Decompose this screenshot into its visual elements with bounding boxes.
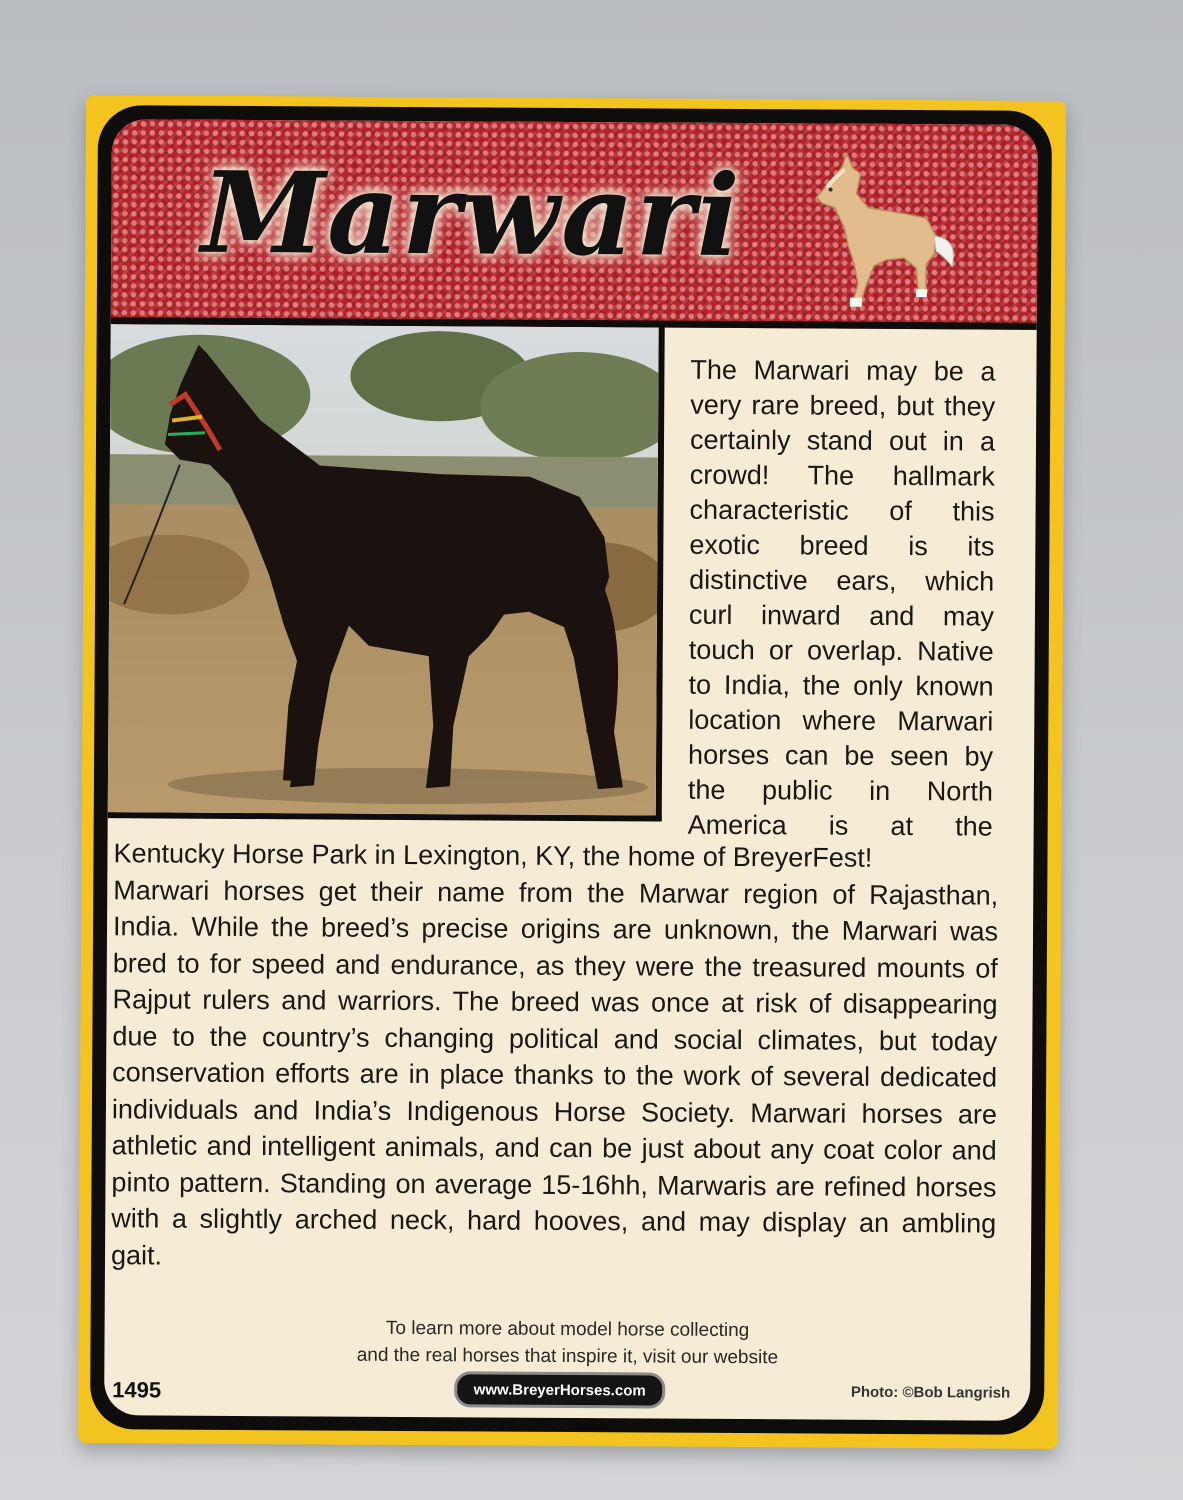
footer-note: [104, 1313, 1030, 1373]
intro-continuation: Kentucky Horse Park in Lexington, KY, the home of BreyerFest!: [113, 838, 873, 873]
breed-description: Marwari horses get their name from the Marwar region of Rajasthan, India. While the breed’s precise origins are unknown, the Marwari was bred to for speed and endurance, as they were the treasured mounts of Rajput rulers and warriors. The breed was once at risk of disappearing due to the country’s changing political and social climates, but today conservation efforts are in place thanks to the work of several dedicated individuals and India’s Indigenous Horse Society. Marwari horses are athletic and intelligent animals, and can be just about any coat color and pinto pattern. Standing on average 15-16hh, Marwaris are refined horses with a slightly arched neck, hard hooves, and may display an ambling gait.: [110, 874, 999, 1271]
palomino-model-horse-icon: [786, 145, 962, 316]
intro-text: The Marwari may be a very rare breed, but they certainly stand out in a crowd! The hallmark characteristic of this exotic breed is its distinctive ears, which curl inward and may touch or overlap. Native to India, the only known location where Marwari horses can be seen by the public in North America is at the: [687, 354, 996, 842]
horse-photo: [108, 324, 665, 821]
breed-card: [78, 95, 1066, 1449]
breed-title: Marwari: [201, 147, 742, 283]
black-marwari-horse-photo: [108, 324, 659, 815]
footer-line-2: and the real horses that inspire it, visit our website: [356, 1344, 779, 1369]
footer-line-1: To learn more about model horse collecting: [385, 1317, 750, 1342]
card-header: [111, 119, 1038, 330]
website-link[interactable]: www.BreyerHorses.com: [454, 1371, 665, 1408]
description-text: [111, 835, 999, 1278]
card-frame: [90, 105, 1052, 1435]
card-panel: [104, 119, 1038, 1421]
photo-credit: Photo: ©Bob Langrish: [850, 1383, 1011, 1402]
card-number: 1495: [112, 1377, 162, 1403]
